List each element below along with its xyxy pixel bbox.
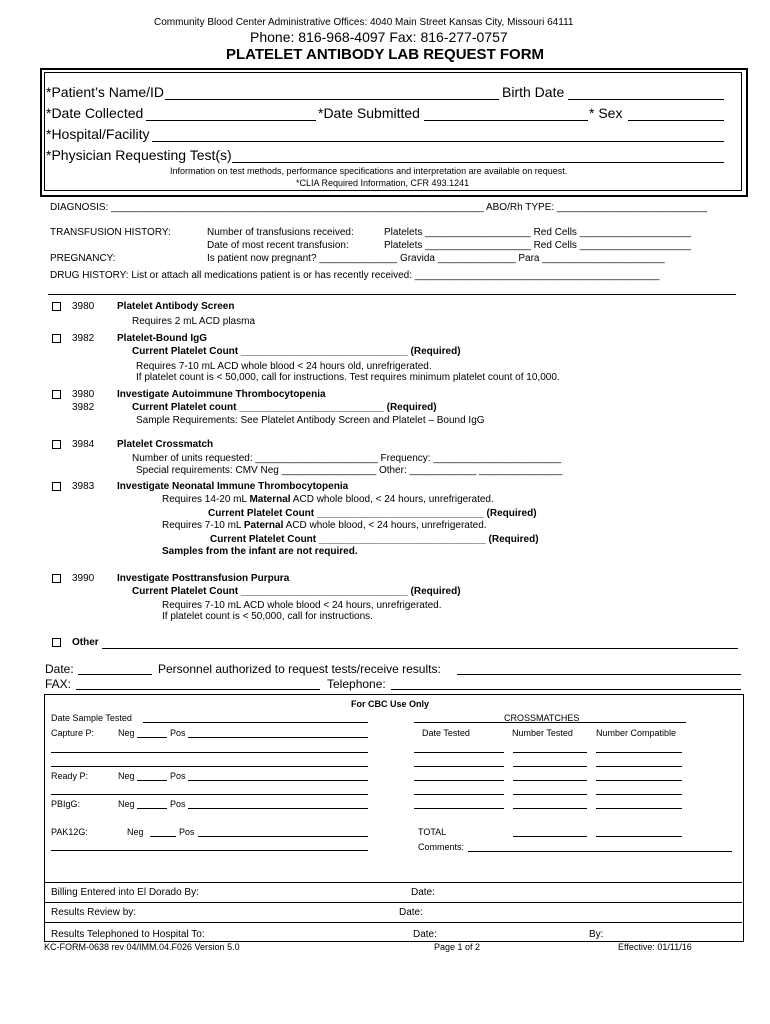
special-requirements-field[interactable]: Special requirements: CMV Neg _________________ Other: ____________ _______________ bbox=[136, 465, 563, 476]
date-tested-label: Date Sample Tested bbox=[51, 713, 132, 723]
crossmatch-cell[interactable] bbox=[513, 794, 587, 795]
platelet-count-field[interactable]: Current Platelet Count ______________________________ (Required) bbox=[132, 586, 461, 597]
test-3990-checkbox[interactable] bbox=[52, 573, 61, 584]
crossmatch-cell[interactable] bbox=[513, 780, 587, 781]
ready-extra-line[interactable] bbox=[51, 794, 368, 795]
drug-history-extra-line[interactable] bbox=[48, 294, 736, 295]
test-code: 3983 bbox=[72, 481, 95, 492]
recent-transfusion-label: Date of most recent transfusion: bbox=[207, 240, 349, 251]
platelet-count-field[interactable]: Current Platelet Count ______________________________ (Required) bbox=[210, 534, 539, 545]
col-date-tested: Date Tested bbox=[422, 728, 470, 738]
test-name: Platelet-Bound IgG bbox=[117, 333, 207, 344]
crossmatch-cell[interactable] bbox=[414, 780, 504, 781]
diagnosis-line[interactable]: DIAGNOSIS: ___________________________________________________________________ ABO/Rh TYPE: ___________________________ bbox=[50, 202, 708, 213]
test-requirement: Requires 7-10 mL ACD whole blood < 24 hours old, unrefrigerated. bbox=[136, 361, 432, 372]
divider bbox=[44, 902, 742, 903]
pbigg-pos-field[interactable] bbox=[188, 808, 368, 809]
ready-neg-field[interactable] bbox=[137, 780, 167, 781]
test-code: 3982 bbox=[72, 333, 95, 344]
crossmatch-cell[interactable] bbox=[414, 794, 504, 795]
test-requirement: Requires 7-10 mL ACD whole blood < 24 hours, unrefrigerated. bbox=[162, 600, 442, 611]
crossmatch-top-line bbox=[414, 722, 504, 723]
crossmatch-cell[interactable] bbox=[596, 794, 682, 795]
capture-extra-line[interactable] bbox=[51, 766, 368, 767]
comments-label: Comments: bbox=[418, 842, 465, 852]
transfusion-history-label: TRANSFUSION HISTORY: bbox=[50, 227, 171, 238]
checkbox-icon bbox=[52, 334, 61, 343]
pos-label: Pos bbox=[170, 799, 186, 809]
date-label: Date: bbox=[45, 662, 74, 676]
checkbox-icon bbox=[52, 390, 61, 399]
fax-field[interactable] bbox=[76, 689, 320, 690]
info-note: Information on test methods, performance specifications and interpretation are available on request. bbox=[170, 166, 568, 176]
crossmatch-cell[interactable] bbox=[596, 752, 682, 753]
pbigg-label: PBIgG: bbox=[51, 799, 81, 809]
test-code: 3980 bbox=[72, 301, 95, 312]
test-requirement: Sample Requirements: See Platelet Antibody Screen and Platelet – Bound IgG bbox=[136, 415, 485, 426]
ready-pos-field[interactable] bbox=[188, 780, 368, 781]
sex-label: * Sex bbox=[589, 105, 623, 121]
effective-date: Effective: 01/11/16 bbox=[618, 942, 692, 952]
test-name: Platelet Crossmatch bbox=[117, 439, 214, 450]
col-number-compatible: Number Compatible bbox=[596, 728, 677, 738]
test-3983-checkbox[interactable] bbox=[52, 481, 61, 492]
clia-note: *CLIA Required Information, CFR 493.1241 bbox=[296, 178, 470, 188]
col-number-tested: Number Tested bbox=[512, 728, 573, 738]
page-title: PLATELET ANTIBODY LAB REQUEST FORM bbox=[226, 46, 545, 63]
ready-label: Ready P: bbox=[51, 771, 89, 781]
total-label: TOTAL bbox=[418, 827, 447, 837]
platelet-count-field[interactable]: Current Platelet Count ______________________________ (Required) bbox=[132, 346, 461, 357]
test-requirement: Requires 7-10 mL Paternal ACD whole blood, < 24 hours, unrefrigerated. bbox=[162, 520, 487, 531]
crossmatch-cell[interactable] bbox=[596, 808, 682, 809]
test-name: Platelet Antibody Screen bbox=[117, 301, 235, 312]
comments-field[interactable] bbox=[468, 851, 732, 852]
pregnancy-label: PREGNANCY: bbox=[50, 253, 116, 264]
capture-label: Capture P: bbox=[51, 728, 95, 738]
pos-label: Pos bbox=[179, 827, 195, 837]
test-requirement: Requires 2 mL ACD plasma bbox=[132, 316, 256, 327]
personnel-field[interactable] bbox=[457, 674, 741, 675]
physician-label: *Physician Requesting Test(s) bbox=[46, 147, 232, 163]
neg-label: Neg bbox=[127, 827, 144, 837]
date-tested-field[interactable] bbox=[143, 722, 368, 723]
telephone-label: Telephone: bbox=[327, 677, 386, 691]
pregnant-question[interactable]: Is patient now pregnant? ______________ Gravida ______________ Para ______________________ bbox=[207, 253, 665, 264]
phone-line: Phone: 816-968-4097 Fax: 816-277-0757 bbox=[250, 29, 508, 45]
test-code: 3980 bbox=[72, 389, 95, 400]
crossmatch-cell[interactable] bbox=[513, 808, 587, 809]
telephone-field[interactable] bbox=[391, 689, 741, 690]
physician-field[interactable] bbox=[232, 162, 724, 163]
page-number: Page 1 of 2 bbox=[434, 942, 481, 952]
date-collected-field[interactable] bbox=[146, 120, 316, 121]
platelets-line-2[interactable]: Platelets ___________________ Red Cells ____________________ bbox=[384, 240, 691, 251]
hospital-label: *Hospital/Facility bbox=[46, 126, 150, 142]
neg-label: Neg bbox=[118, 799, 135, 809]
review-label: Results Review by: bbox=[51, 907, 137, 918]
neg-label: Neg bbox=[118, 771, 135, 781]
hospital-field[interactable] bbox=[152, 141, 724, 142]
crossmatch-cell[interactable] bbox=[414, 752, 504, 753]
units-requested-field[interactable]: Number of units requested: ______________________ Frequency: _______________________ bbox=[132, 453, 562, 464]
test-name: Investigate Autoimmune Thrombocytopenia bbox=[117, 389, 326, 400]
platelet-count-field[interactable]: Current Platelet Count ______________________________ (Required) bbox=[208, 508, 537, 519]
checkbox-icon bbox=[52, 574, 61, 583]
test-requirement: If platelet count is < 50,000, call for instructions. bbox=[162, 611, 373, 622]
billing-date-label: Date: bbox=[411, 887, 435, 898]
billing-label: Billing Entered into El Dorado By: bbox=[51, 887, 199, 898]
pos-label: Pos bbox=[170, 771, 186, 781]
date-collected-label: *Date Collected bbox=[46, 105, 144, 121]
num-transfusions-label: Number of transfusions received: bbox=[207, 227, 354, 238]
test-code: 3984 bbox=[72, 439, 95, 450]
test-requirement: Requires 14-20 mL Maternal ACD whole blood, < 24 hours, unrefrigerated. bbox=[162, 494, 494, 505]
crossmatch-cell[interactable] bbox=[596, 780, 682, 781]
checkbox-icon bbox=[52, 482, 61, 491]
pak12g-label: PAK12G: bbox=[51, 827, 88, 837]
review-date-label: Date: bbox=[399, 907, 423, 918]
platelet-count-field[interactable]: Current Platelet count __________________________ (Required) bbox=[132, 402, 437, 413]
form-id: KC-FORM-0638 rev 04/IMM.04.F026 Version 5.0 bbox=[44, 942, 240, 952]
infant-note: Samples from the infant are not required. bbox=[162, 546, 358, 557]
other-checkbox[interactable] bbox=[52, 637, 61, 648]
crossmatch-cell[interactable] bbox=[513, 766, 587, 767]
patient-name-label: *Patient’s Name/ID bbox=[46, 84, 165, 100]
pak12g-neg-field[interactable] bbox=[150, 836, 176, 837]
test-name: Investigate Posttransfusion Purpura bbox=[117, 573, 290, 584]
date-field[interactable] bbox=[78, 674, 152, 675]
date-submitted-label: *Date Submitted bbox=[318, 105, 420, 121]
pos-label: Pos bbox=[170, 728, 186, 738]
date-submitted-field[interactable] bbox=[424, 120, 588, 121]
telephoned-label: Results Telephoned to Hospital To: bbox=[51, 929, 205, 940]
birth-date-field[interactable] bbox=[568, 99, 724, 100]
crossmatch-cell[interactable] bbox=[596, 766, 682, 767]
crossmatch-cell[interactable] bbox=[513, 752, 587, 753]
crossmatches-title: CROSSMATCHES bbox=[504, 713, 580, 723]
patient-name-field[interactable] bbox=[165, 99, 499, 100]
by-label: By: bbox=[589, 929, 604, 940]
test-autoimmune-checkbox[interactable] bbox=[52, 389, 61, 400]
crossmatch-cell[interactable] bbox=[414, 808, 504, 809]
test-name: Investigate Neonatal Immune Thrombocytopenia bbox=[117, 481, 349, 492]
capture-pos-field[interactable] bbox=[188, 737, 368, 738]
other-label: Other bbox=[72, 637, 99, 648]
org-line: Community Blood Center Administrative Offices: 4040 Main Street Kansas City, Missouri 64111 bbox=[154, 17, 574, 28]
birth-date-label: Birth Date bbox=[502, 84, 565, 100]
pbigg-neg-field[interactable] bbox=[137, 808, 167, 809]
test-code: 3990 bbox=[72, 573, 95, 584]
test-3982-checkbox[interactable] bbox=[52, 333, 61, 344]
test-requirement: If platelet count is < 50,000, call for instructions. Test requires minimum platelet count of 10,000. bbox=[136, 372, 560, 383]
checkbox-icon bbox=[52, 638, 61, 647]
sex-field[interactable] bbox=[628, 120, 724, 121]
fax-label: FAX: bbox=[45, 677, 72, 691]
other-field[interactable] bbox=[102, 648, 738, 649]
crossmatch-cell[interactable] bbox=[414, 766, 504, 767]
platelets-line-1[interactable]: Platelets ___________________ Red Cells ____________________ bbox=[384, 227, 691, 238]
capture-neg-field[interactable] bbox=[137, 737, 167, 738]
pak12g-extra-line[interactable] bbox=[51, 850, 368, 851]
test-code: 3982 bbox=[72, 402, 95, 413]
checkbox-icon bbox=[52, 302, 61, 311]
telephoned-date-label: Date: bbox=[413, 929, 437, 940]
total-number-compatible[interactable] bbox=[596, 836, 682, 837]
total-number-tested[interactable] bbox=[513, 836, 587, 837]
personnel-label: Personnel authorized to request tests/receive results: bbox=[158, 662, 441, 676]
divider bbox=[44, 922, 742, 923]
drug-history-line[interactable]: DRUG HISTORY: List or attach all medications patient is or has recently received: ____________________________________________ bbox=[50, 270, 660, 281]
pak12g-pos-field[interactable] bbox=[198, 836, 368, 837]
test-3984-checkbox[interactable] bbox=[52, 439, 61, 450]
cbc-title: For CBC Use Only bbox=[351, 699, 430, 709]
test-3980-checkbox[interactable] bbox=[52, 301, 61, 312]
divider bbox=[44, 882, 742, 883]
checkbox-icon bbox=[52, 440, 61, 449]
neg-label: Neg bbox=[118, 728, 135, 738]
capture-extra-line[interactable] bbox=[51, 752, 368, 753]
